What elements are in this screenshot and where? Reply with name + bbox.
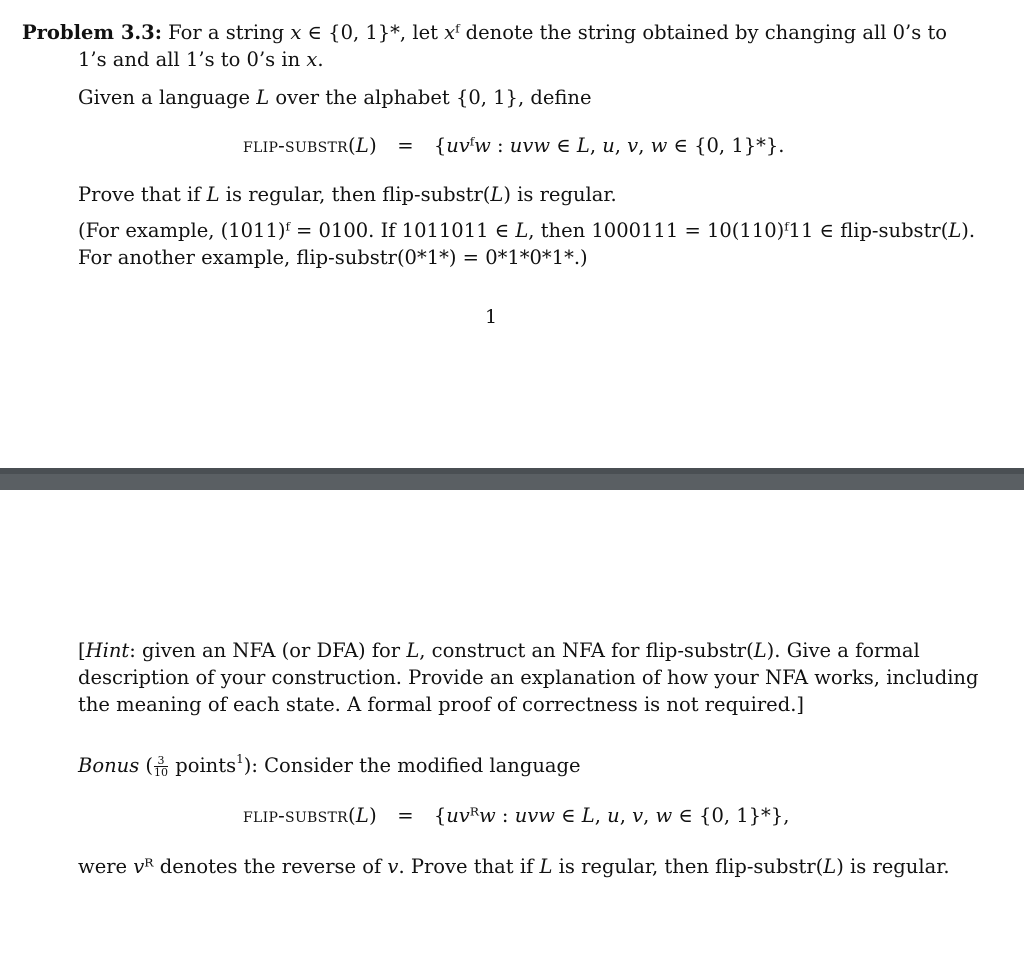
problem-line-1 [22,21,947,45]
bonus-label: Bonus [78,754,140,777]
problem-line-2: 1’s and all 1’s to 0’s in 𝑥. [78,48,324,71]
hint-line-3: the meaning of each state. A formal proof of correctness is not required.] [78,693,805,716]
definition-flip-substr [243,134,785,158]
page-number: 1 [485,306,498,328]
definition-lhs: flip-substr(𝐿) [243,134,378,157]
bonus-footnote: 1 [236,751,244,766]
bonus-line: Bonus ( $\frac{3}{10}$ points$^1$): Consider the modified language [78,751,581,779]
bonus-text: ): Consider the modified language [243,754,581,777]
bonus-final-statement: were 𝑣ᴿ denotes the reverse of 𝑣. Prove that if 𝐿 is regular, then flip-substr(𝐿) is regular. [78,855,950,878]
definition-rhs: {𝑢𝑣ᶠ𝑤 : 𝑢𝑣𝑤 ∈ 𝐿, 𝑢, 𝑣, 𝑤 ∈ {0, 1}*}. [433,134,785,157]
definition2-equals: = [397,804,414,827]
hint-label: Hint [85,639,130,662]
example-line-1: (For example, (1011)ᶠ = 0100. If 1011011 ∈ 𝐿, then 1000111 = 10(110)ᶠ11 ∈ flip-substr(𝐿). [78,219,976,242]
bonus-points: points [175,754,237,777]
hint-text-1: : given an NFA (or DFA) for 𝐿, construct an NFA for flip-substr(𝐿). Give a formal [129,639,920,662]
definition2-rhs: {𝑢𝑣ᴿ𝑤 : 𝑢𝑣𝑤 ∈ 𝐿, 𝑢, 𝑣, 𝑤 ∈ {0, 1}*}, [433,804,790,827]
hint-line-1: [Hint: given an NFA (or DFA) for 𝐿, construct an NFA for flip-substr(𝐿). Give a formal [78,639,920,662]
definition-equals: = [397,134,414,157]
problem-title: Problem 3.3: [22,21,162,44]
problem-line-3: Given a language 𝐿 over the alphabet {0, 1}, define [78,86,592,109]
hint-line-2: description of your construction. Provide an explanation of how your NFA works, including [78,666,979,689]
example-line-2: For another example, flip-substr(0*1*) = 0*1*0*1*.) [78,246,588,269]
bonus-fraction: $\frac{3}{10}$ [154,754,169,779]
definition2-lhs: flip-substr(𝐿) [243,804,378,827]
problem-text-1: For a string 𝑥 ∈ {0, 1}*, let 𝑥ᶠ denote the string obtained by changing all 0’s to [168,21,948,44]
page-separator [0,468,1024,490]
definition-flip-substr-reverse [243,804,789,828]
prove-statement: Prove that if 𝐿 is regular, then flip-substr(𝐿) is regular. [78,183,617,206]
